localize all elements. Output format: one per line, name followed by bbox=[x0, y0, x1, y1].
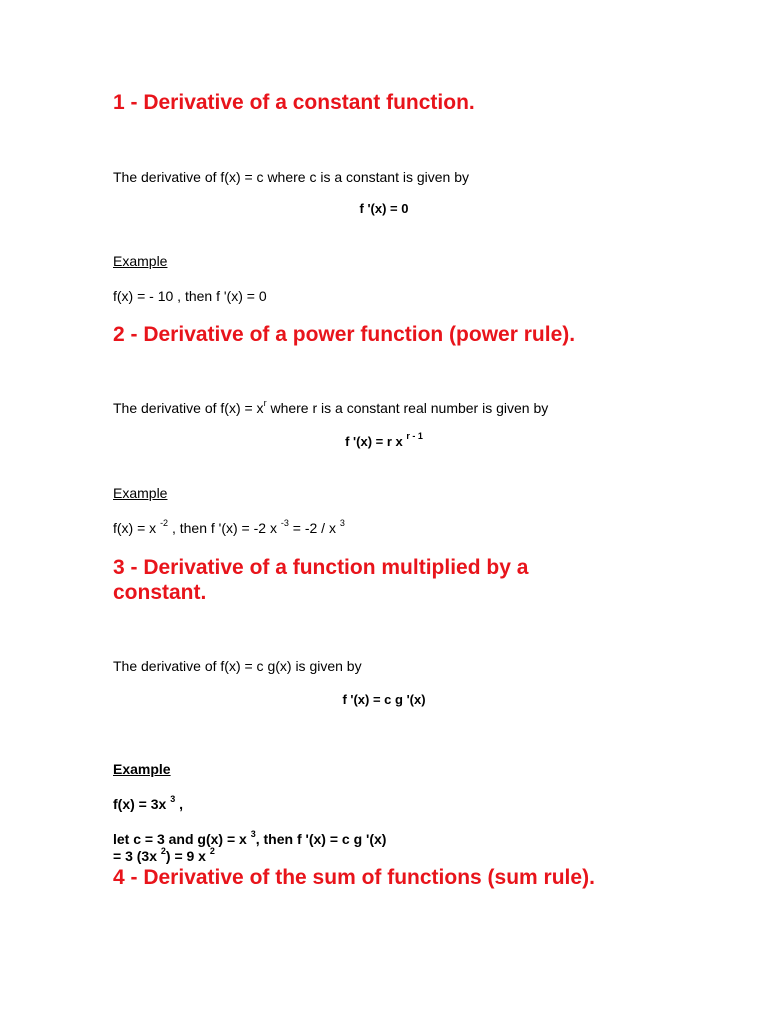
example-exponent: 3 bbox=[250, 829, 256, 839]
example-exponent: 3 bbox=[339, 518, 345, 528]
section-1-example-label: Example bbox=[113, 253, 168, 269]
example-exponent: -2 bbox=[160, 518, 169, 528]
example-exponent: 2 bbox=[209, 846, 215, 856]
section-2-statement bbox=[113, 399, 548, 419]
section-3-example-label: Example bbox=[113, 761, 171, 777]
section-3-example-line3 bbox=[113, 847, 215, 867]
statement-rest: where r is a constant real number is given by bbox=[266, 400, 549, 416]
example-part: , then f '(x) = c g '(x) bbox=[255, 831, 387, 847]
section-1-heading: 1 - Derivative of a constant function. bbox=[113, 91, 475, 114]
section-2-example bbox=[113, 519, 345, 539]
example-part: ) = 9 x bbox=[165, 848, 206, 864]
example-part: = -2 / x bbox=[288, 520, 336, 536]
section-1-statement: The derivative of f(x) = c where c is a constant is given by bbox=[113, 169, 469, 185]
section-2-formula bbox=[0, 431, 768, 449]
section-3-statement: The derivative of f(x) = c g(x) is given by bbox=[113, 658, 362, 674]
statement-base: The derivative of f(x) = x bbox=[113, 400, 264, 416]
example-exponent: 3 bbox=[170, 794, 176, 804]
section-4-heading: 4 - Derivative of the sum of functions (sum rule). bbox=[113, 866, 595, 889]
example-part: , bbox=[175, 796, 183, 812]
section-2-example-label: Example bbox=[113, 485, 168, 501]
formula-exponent: r - 1 bbox=[406, 431, 423, 441]
section-3-heading-line1: 3 - Derivative of a function multiplied by a bbox=[113, 556, 529, 579]
example-part: = 3 (3x bbox=[113, 848, 157, 864]
section-1-formula: f '(x) = 0 bbox=[359, 201, 409, 216]
example-part: f(x) = x bbox=[113, 520, 157, 536]
example-part: , then f '(x) = -2 x bbox=[168, 520, 277, 536]
example-exponent: 2 bbox=[160, 846, 166, 856]
example-part: f(x) = 3x bbox=[113, 796, 167, 812]
section-3-formula: f '(x) = c g '(x) bbox=[342, 692, 426, 707]
section-1-example: f(x) = - 10 , then f '(x) = 0 bbox=[113, 288, 267, 304]
section-3-example-line1 bbox=[113, 795, 183, 815]
formula-base: f '(x) = r x bbox=[345, 434, 403, 449]
section-3-heading-line2: constant. bbox=[113, 581, 207, 604]
section-2-heading: 2 - Derivative of a power function (power rule). bbox=[113, 323, 576, 346]
example-exponent: -3 bbox=[280, 518, 289, 528]
example-part: let c = 3 and g(x) = x bbox=[113, 831, 247, 847]
statement-exponent: r bbox=[263, 398, 267, 408]
